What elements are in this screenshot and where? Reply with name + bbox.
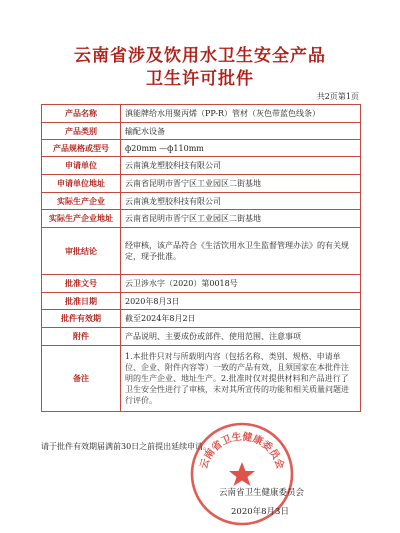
field-label: 申请单位 bbox=[42, 157, 121, 175]
table-row bbox=[42, 140, 361, 157]
field-label: 产品类别 bbox=[42, 123, 121, 140]
field-label: 批件有效期 bbox=[42, 310, 121, 328]
field-value: 云南省昆明市晋宁区工业园区二街基地 bbox=[121, 175, 361, 193]
table-row bbox=[42, 228, 361, 275]
table-row bbox=[42, 346, 361, 412]
field-label: 申请单位地址 bbox=[42, 175, 121, 193]
license-table bbox=[41, 104, 361, 412]
table-row bbox=[42, 175, 361, 193]
field-value: 1.本批件只对与所载明内容（包括名称、类别、规格、申请单位、企业、附件内容等）一致的产品有效，且须国家在本批件注明的生产企业、地址生产。2.批准时仅对提供材料和产品进行了卫生安全性进行了审核，未对其所宣传的功能和相关质量问题进行评价。 bbox=[121, 346, 361, 412]
field-label: 产品名称 bbox=[42, 105, 121, 123]
field-value: 2020年8月3日 bbox=[121, 293, 361, 310]
table-row bbox=[42, 210, 361, 228]
field-label: 审批结论 bbox=[42, 228, 121, 275]
table-row bbox=[42, 105, 361, 123]
field-value: 云南滇龙塑胶科技有限公司 bbox=[121, 193, 361, 210]
seal-text: 云南省卫生健康委员会 bbox=[198, 431, 286, 471]
field-label: 附件 bbox=[42, 328, 121, 346]
field-value: 经审核，该产品符合《生活饮用水卫生监督管理办法》的有关规定，现予批准。 bbox=[121, 228, 361, 275]
field-label: 实际生产企业 bbox=[42, 193, 121, 210]
field-label: 批准文号 bbox=[42, 275, 121, 293]
document-subtitle: 卫生许可批件 bbox=[146, 69, 254, 89]
page-indicator: 共2页第1页 bbox=[316, 92, 359, 101]
issue-date: 2020年8月3日 bbox=[231, 507, 289, 517]
table-row bbox=[42, 275, 361, 293]
field-value: 截至2024年8月2日 bbox=[121, 310, 361, 328]
field-label: 批准日期 bbox=[42, 293, 121, 310]
issuing-authority: 云南省卫生健康委员会 bbox=[219, 488, 305, 498]
renewal-notice: 请于批件有效期届满前30日之前提出延续申请。 bbox=[41, 442, 212, 451]
table-row bbox=[42, 193, 361, 210]
field-value: 云卫涉水字（2020）第0018号 bbox=[121, 275, 361, 293]
field-value: ф20mm —ф110mm bbox=[121, 140, 361, 157]
field-value: 云南省昆明市晋宁区工业园区二街基地 bbox=[121, 210, 361, 228]
field-value: 滇能牌给水用聚丙烯（PP-R）管材（灰色带蓝色线条） bbox=[121, 105, 361, 123]
field-value: 输配水设备 bbox=[121, 123, 361, 140]
field-label: 产品规格或型号 bbox=[42, 140, 121, 157]
table-row bbox=[42, 157, 361, 175]
document-title: 云南省涉及饮用水卫生安全产品 bbox=[74, 46, 326, 66]
table-row bbox=[42, 123, 361, 140]
field-label: 实际生产企业地址 bbox=[42, 210, 121, 228]
table-row bbox=[42, 310, 361, 328]
field-label: 备注 bbox=[42, 346, 121, 412]
table-row bbox=[42, 328, 361, 346]
table-row bbox=[42, 293, 361, 310]
field-value: 产品说明、主要成份或部件、使用范围、注意事项 bbox=[121, 328, 361, 346]
field-value: 云南滇龙塑胶科技有限公司 bbox=[121, 157, 361, 175]
